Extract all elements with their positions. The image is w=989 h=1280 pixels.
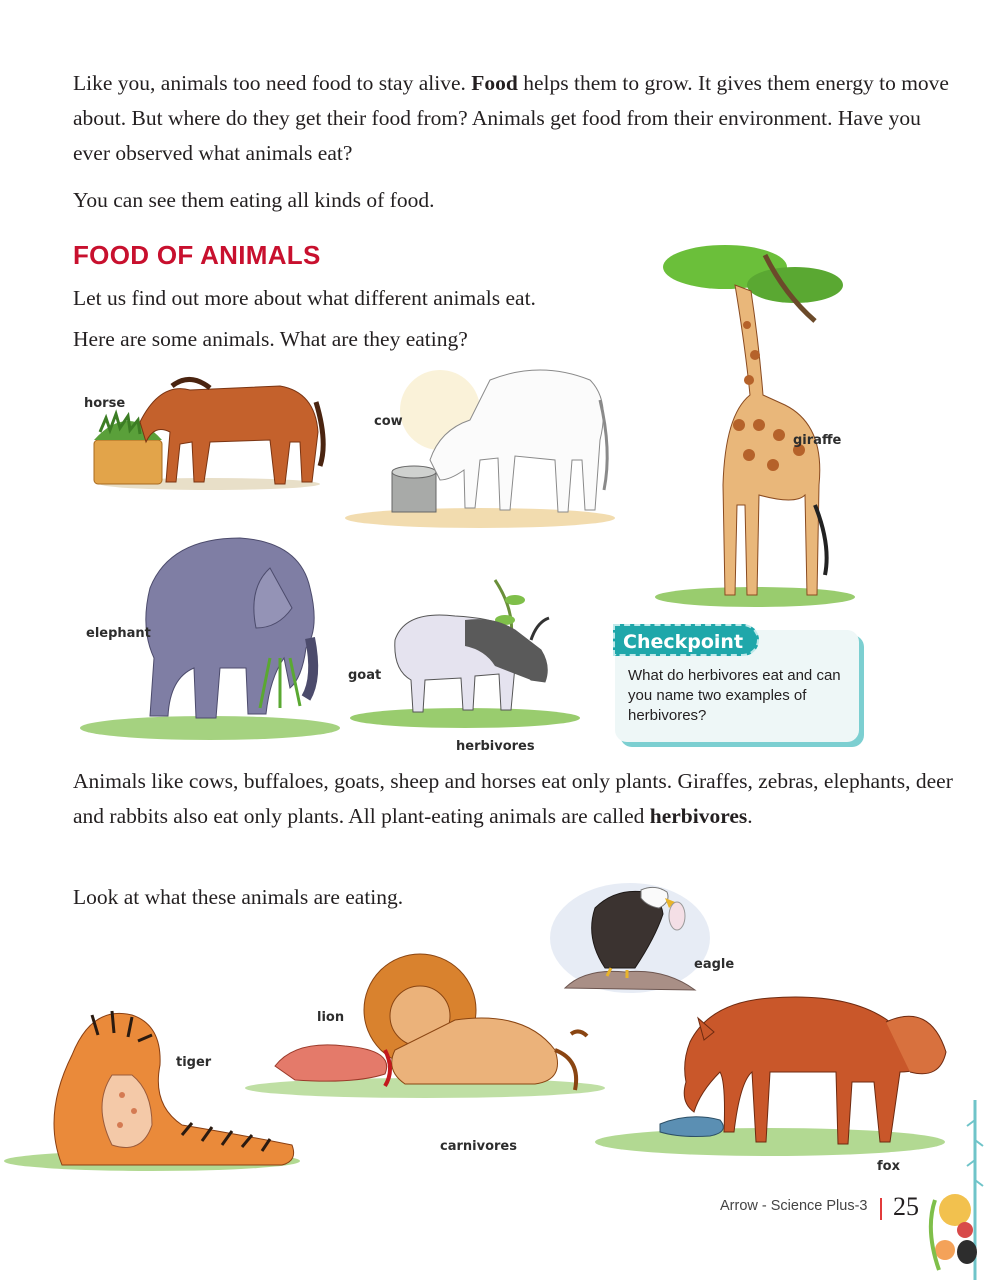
- section-line-2: Here are some animals. What are they eating?: [73, 327, 468, 351]
- lion-illustration: [235, 950, 615, 1100]
- horse-illustration: [80, 362, 330, 492]
- section-line-1: Let us find out more about what different animals eat.: [73, 286, 536, 310]
- intro-paragraph: [73, 66, 953, 171]
- cow-illustration: [340, 360, 620, 530]
- footer-book-title: Arrow - Science Plus-3: [720, 1198, 868, 1214]
- flower-decoration: [925, 1100, 989, 1280]
- section-heading: FOOD OF ANIMALS: [73, 240, 321, 270]
- label-goat: goat: [348, 668, 382, 683]
- footer-divider: [880, 1198, 882, 1220]
- look-paragraph: Look at what these animals are eating.: [73, 885, 404, 909]
- label-cow: cow: [374, 414, 403, 429]
- intro-text-a: Like you, animals too need food to stay alive.: [73, 71, 472, 95]
- label-eagle: eagle: [694, 957, 735, 972]
- label-fox: fox: [877, 1159, 900, 1174]
- herbivores-paragraph: [73, 764, 953, 834]
- label-giraffe: giraffe: [793, 433, 842, 448]
- label-herbivores: herbivores: [456, 739, 535, 754]
- herbivores-text-b: .: [747, 804, 753, 828]
- checkpoint-question: What do herbivores eat and can you name two examples of herbivores?: [628, 667, 841, 724]
- checkpoint-title: Checkpoint: [613, 624, 759, 656]
- label-tiger: tiger: [176, 1055, 212, 1070]
- intro-text-b: helps them to grow. It gives them energy to move about. But where do they get their food from? Animals get food from their environment. Have you ever observed what animals eat?: [73, 71, 949, 165]
- goat-illustration: [345, 570, 585, 730]
- giraffe-illustration: [655, 225, 855, 610]
- fox-illustration: [590, 962, 950, 1162]
- label-horse: horse: [84, 396, 126, 411]
- herbivores-bold: herbivores: [649, 804, 748, 828]
- intro-bold-food: Food: [471, 71, 518, 95]
- label-elephant: elephant: [86, 626, 151, 641]
- label-lion: lion: [317, 1010, 345, 1025]
- label-carnivores: carnivores: [440, 1139, 517, 1154]
- page-number: 25: [893, 1192, 919, 1221]
- herbivores-text-a: Animals like cows, buffaloes, goats, sheep and horses eat only plants. Giraffes, zebras, elephants, deer and rabbits also eat only plants. All plant-eating animals are called: [73, 769, 953, 828]
- intro-paragraph-2: You can see them eating all kinds of food.: [73, 188, 435, 212]
